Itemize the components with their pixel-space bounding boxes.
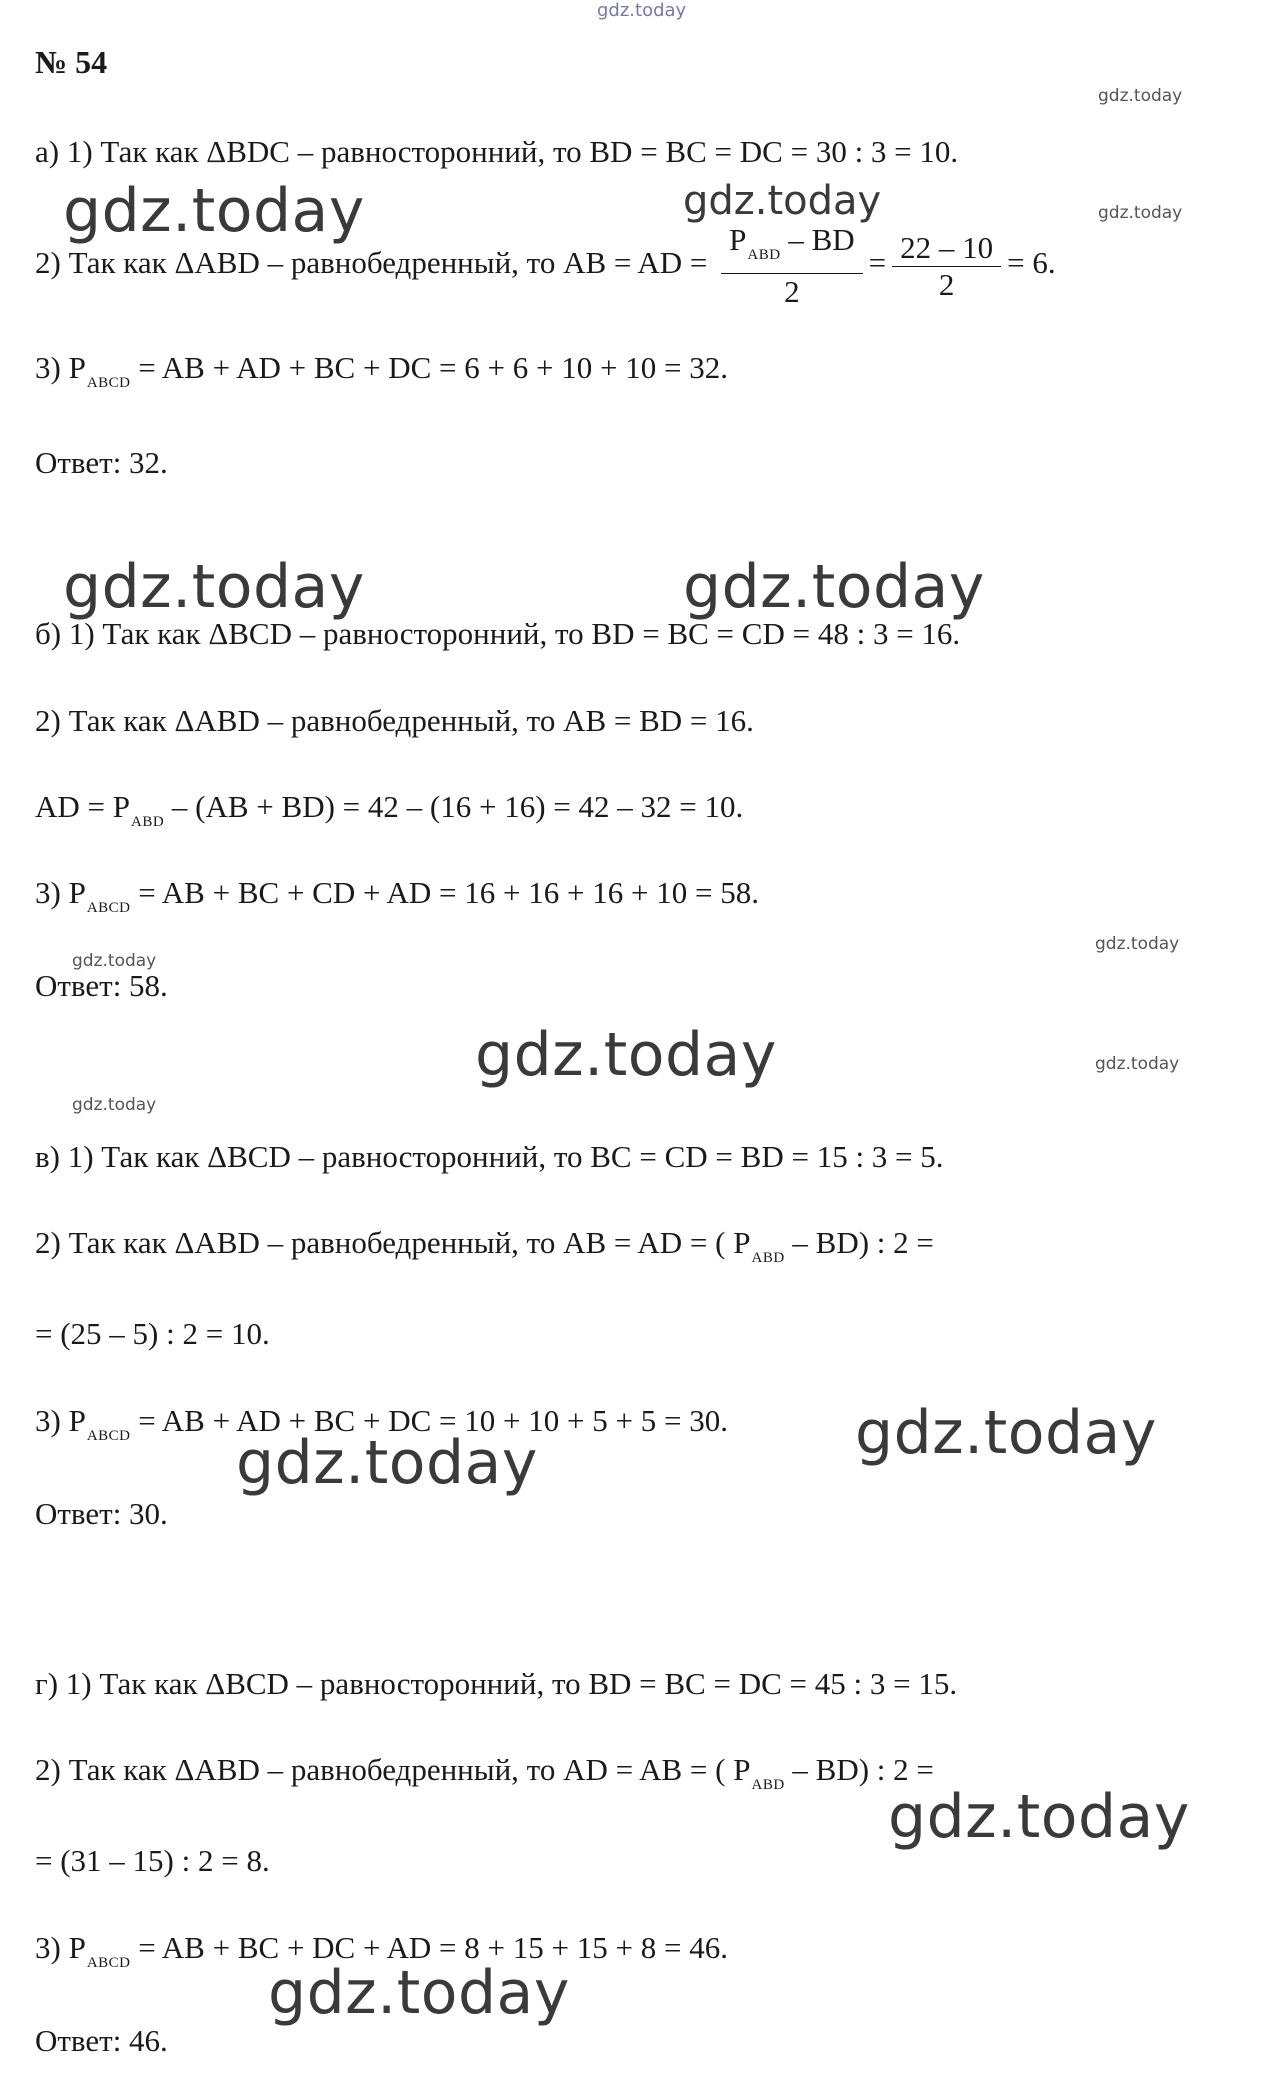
- part-a-step-2: [35, 222, 1056, 310]
- watermark: gdz.today: [1098, 203, 1183, 223]
- part-g-answer: Ответ: 46.: [35, 2023, 168, 2058]
- watermark: gdz.today: [888, 1782, 1190, 1852]
- watermark: gdz.today: [63, 176, 365, 246]
- watermark: gdz.today: [1095, 1054, 1180, 1074]
- part-b-step-4: 3) $P_{ABCD}$ = AB + BC + CD + AD = 16 + 16 + 16 + 10 = 58.: [35, 875, 759, 916]
- part-a-step-2-result: = 6.: [1007, 245, 1056, 281]
- part-g-step-2: 2) Так как ΔABD – равнобедренный, то AD = AB = ( $P_{ABD} - BD$) : 2 =: [35, 1752, 934, 1793]
- watermark: gdz.today: [597, 0, 687, 21]
- part-v-answer: Ответ: 30.: [35, 1496, 168, 1531]
- watermark: gdz.today: [683, 178, 882, 224]
- part-a-step-3: 3) $P_{ABCD}$ = AB + AD + BC + DC = 6 + 6 + 10 + 10 = 32.: [35, 350, 728, 391]
- part-b-step-3: AD = $P_{ABD} - (AB + BD) = 42 - (16 + 16) = 42 - 32 = 10$.: [35, 789, 744, 830]
- equals-sign: =: [868, 245, 887, 281]
- watermark: gdz.today: [1098, 86, 1183, 106]
- part-a-step-1: а) 1) Так как ΔBDC – равносторонний, то BD = BC = DC = 30 : 3 = 10.: [35, 134, 959, 169]
- fraction-numerator: 22 – 10: [892, 230, 1001, 267]
- part-b-step-1: б) 1) Так как ΔBCD – равносторонний, то BD = BC = CD = 48 : 3 = 16.: [35, 616, 961, 651]
- watermark: gdz.today: [855, 1398, 1157, 1468]
- part-g-step-4: 3) $P_{ABCD}$ = AB + BC + DC + AD = 8 + 15 + 15 + 8 = 46.: [35, 1930, 728, 1971]
- watermark: gdz.today: [683, 552, 985, 622]
- watermark: gdz.today: [236, 1428, 538, 1498]
- part-v-step-2: 2) Так как ΔABD – равнобедренный, то AB = AD = ( $P_{ABD} - BD$) : 2 =: [35, 1225, 934, 1266]
- fraction-values: [892, 230, 1001, 303]
- fraction-perimeter: [721, 222, 863, 310]
- part-a-step-2-text: 2) Так как ΔABD – равнобедренный, то AB = AD =: [35, 245, 716, 281]
- watermark: gdz.today: [268, 1958, 570, 2028]
- part-v-step-1: в) 1) Так как ΔBCD – равносторонний, то BC = CD = BD = 15 : 3 = 5.: [35, 1139, 944, 1174]
- problem-number: № 54: [35, 44, 108, 80]
- part-b-answer: Ответ: 58.: [35, 968, 168, 1003]
- part-v-step-4: 3) $P_{ABCD}$ = AB + AD + BC + DC = 10 + 10 + 5 + 5 = 30.: [35, 1403, 728, 1444]
- part-g-step-1: г) 1) Так как ΔBCD – равносторонний, то BD = BC = DC = 45 : 3 = 15.: [35, 1666, 958, 1701]
- watermark: gdz.today: [1095, 934, 1180, 954]
- part-v-step-3: = (25 – 5) : 2 = 10.: [35, 1316, 270, 1351]
- part-g-step-3: = (31 – 15) : 2 = 8.: [35, 1843, 270, 1878]
- part-b-step-2: 2) Так как ΔABD – равнобедренный, то AB = BD = 16.: [35, 703, 754, 738]
- fraction-numerator: $P_{ABD}$ – BD: [721, 222, 863, 274]
- watermark: gdz.today: [63, 552, 365, 622]
- part-a-answer: Ответ: 32.: [35, 445, 168, 480]
- watermark: gdz.today: [475, 1020, 777, 1090]
- fraction-denominator: 2: [938, 266, 955, 302]
- fraction-denominator: 2: [784, 274, 800, 309]
- watermark: gdz.today: [72, 951, 157, 971]
- watermark: gdz.today: [72, 1095, 157, 1115]
